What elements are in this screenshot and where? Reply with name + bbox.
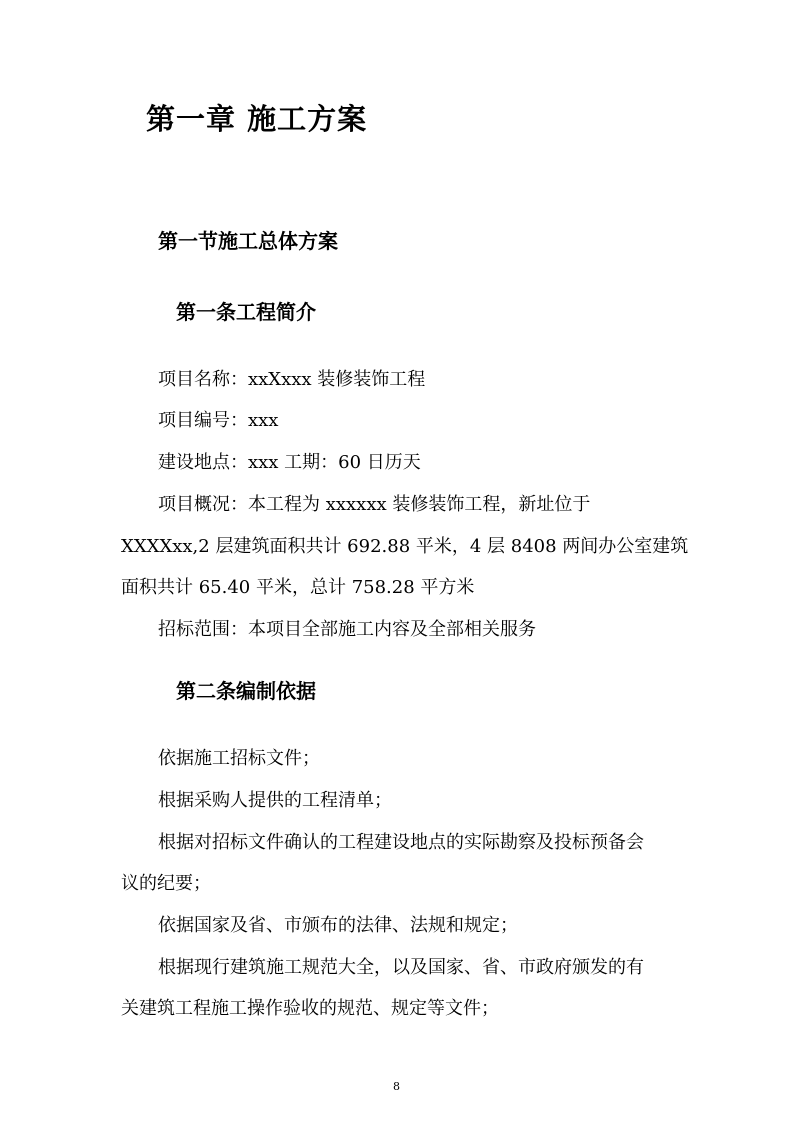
article-title-overview: 第一条工程简介 bbox=[176, 300, 316, 324]
project-name-line: 项目名称：xxXxxx 装修装饰工程 bbox=[158, 369, 426, 390]
basis-line: 议的纪要； bbox=[121, 873, 211, 894]
chapter-title: 第一章 施工方案 bbox=[146, 102, 368, 136]
basis-line: 根据对招标文件确认的工程建设地点的实际勘察及投标预备会 bbox=[158, 832, 644, 853]
basis-line: 依据施工招标文件； bbox=[158, 748, 320, 769]
basis-line: 根据采购人提供的工程清单； bbox=[158, 790, 392, 811]
section-title: 第一节施工总体方案 bbox=[158, 229, 338, 253]
basis-line: 依据国家及省、市颁布的法律、法规和规定； bbox=[158, 915, 518, 936]
basis-line: 根据现行建筑施工规范大全，以及国家、省、市政府颁发的有 bbox=[158, 957, 644, 978]
project-number-line: 项目编号：xxx bbox=[158, 410, 279, 431]
basis-line: 关建筑工程施工操作验收的规范、规定等文件； bbox=[121, 998, 499, 1019]
page-number: 8 bbox=[393, 1080, 400, 1093]
article-title-basis: 第二条编制依据 bbox=[176, 679, 316, 703]
project-summary-line: XXXXxx,2 层建筑面积共计 692.88 平米，4 层 8408 两间办公室建筑 bbox=[121, 536, 689, 557]
location-duration-line: 建设地点：xxx 工期：60 日历天 bbox=[158, 452, 421, 473]
project-summary-line: 面积共计 65.40 平米，总计 758.28 平方米 bbox=[121, 577, 475, 598]
project-summary-line: 项目概况：本工程为 xxxxxx 装修装饰工程，新址位于 bbox=[158, 494, 591, 515]
tender-scope-line: 招标范围：本项目全部施工内容及全部相关服务 bbox=[158, 619, 536, 640]
